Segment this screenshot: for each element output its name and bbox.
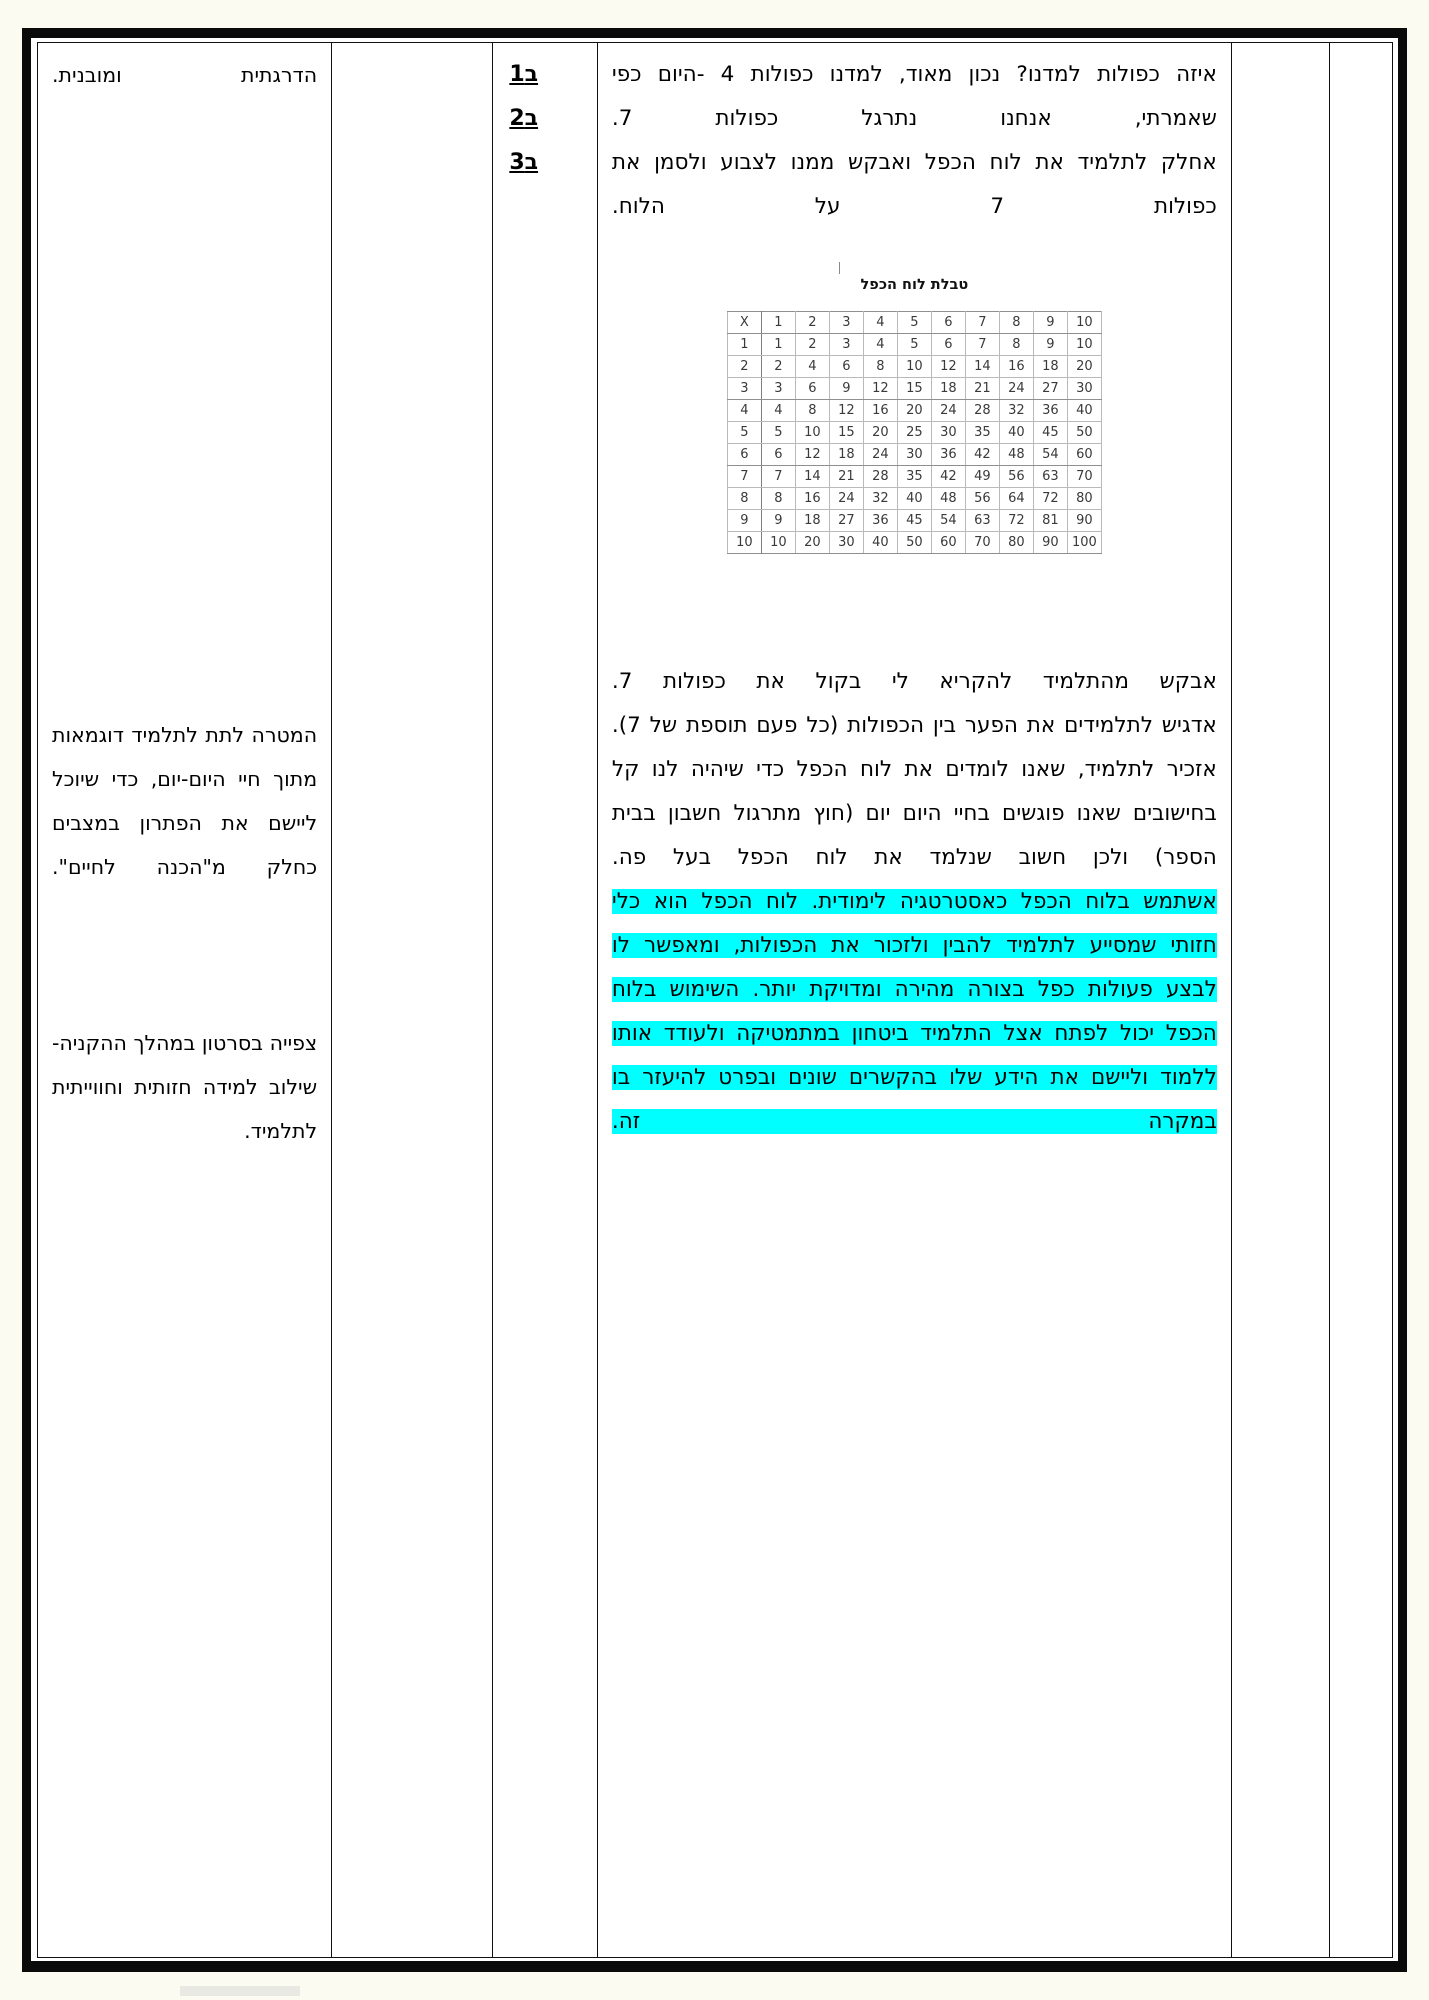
- multiplication-cell: 9: [829, 378, 863, 400]
- figure-title: טבלת לוח הכפל: [860, 277, 969, 293]
- multiplication-cell: 8: [863, 356, 897, 378]
- column-right: [1231, 43, 1329, 1958]
- main-paragraph-4: אדגיש לתלמידים את הפער בין הכפולות (כל פעם תוספת של 7).: [611, 713, 1217, 738]
- multiplication-row-header: 3: [727, 378, 761, 400]
- multiplication-cell: 40: [999, 422, 1033, 444]
- main-paragraph-3: אבקש מהתלמיד להקריא לי בקול את כפולות 7.: [611, 669, 1217, 694]
- multiplication-cell: 20: [897, 400, 931, 422]
- multiplication-cell: 20: [863, 422, 897, 444]
- multiplication-cell: 1: [761, 334, 795, 356]
- multiplication-cell: 18: [795, 510, 829, 532]
- multiplication-cell: 6: [931, 334, 965, 356]
- multiplication-cell: 40: [897, 488, 931, 510]
- lesson-plan-table: [37, 42, 1393, 1958]
- multiplication-row-header: 6: [727, 444, 761, 466]
- multiplication-row-header: X: [727, 312, 761, 334]
- multiplication-row: [727, 400, 1101, 422]
- multiplication-row-header: 2: [727, 356, 761, 378]
- multiplication-cell: 9: [1033, 334, 1067, 356]
- left-spacer-2: [52, 889, 317, 1021]
- multiplication-cell: 21: [829, 466, 863, 488]
- multiplication-cell: 4: [795, 356, 829, 378]
- left-paragraph-2: המטרה לתת לתלמיד דוגמאות מתוך חיי היום-יום, כדי שיוכל ליישם את הפתרון במצבים כחלק מ"הכנה לחיים".: [52, 723, 318, 879]
- multiplication-cell: 80: [1067, 488, 1101, 510]
- multiplication-cell: 50: [1067, 422, 1101, 444]
- column-far-right: [1329, 43, 1392, 1958]
- highlighted-strategy-paragraph: [612, 880, 1217, 1144]
- multiplication-cell: 30: [897, 444, 931, 466]
- multiplication-cell: 10: [1067, 334, 1101, 356]
- multiplication-row-header: 7: [727, 466, 761, 488]
- multiplication-row: [727, 378, 1101, 400]
- multiplication-cell: 42: [965, 444, 999, 466]
- multiplication-cell: 7: [965, 334, 999, 356]
- multiplication-cell: 63: [1033, 466, 1067, 488]
- column-main-content: [597, 43, 1231, 1958]
- multiplication-cell: 64: [999, 488, 1033, 510]
- multiplication-cell: 72: [1033, 488, 1067, 510]
- multiplication-cell: 6: [795, 378, 829, 400]
- multiplication-cell: 16: [863, 400, 897, 422]
- multiplication-cell: 15: [897, 378, 931, 400]
- main-paragraph-1: איזה כפולות למדנו? נכון מאוד, למדנו כפולות 4 -היום כפי שאמרתי, אנחנו נתרגל כפולות 7.: [611, 62, 1217, 131]
- multiplication-cell: 24: [931, 400, 965, 422]
- multiplication-cell: 4: [761, 400, 795, 422]
- multiplication-cell: 40: [1067, 400, 1101, 422]
- multiplication-cell: 2: [795, 312, 829, 334]
- main-intro-block: [612, 53, 1217, 229]
- multiplication-cell: 25: [897, 422, 931, 444]
- multiplication-cell: 8: [999, 312, 1033, 334]
- multiplication-cell: 18: [829, 444, 863, 466]
- multiplication-cell: 80: [999, 532, 1033, 554]
- multiplication-cell: 3: [829, 334, 863, 356]
- multiplication-cell: 28: [965, 400, 999, 422]
- multiplication-cell: 1: [761, 312, 795, 334]
- multiplication-cell: 14: [965, 356, 999, 378]
- document-page: [22, 28, 1407, 1972]
- multiplication-cell: 32: [999, 400, 1033, 422]
- multiplication-row: [727, 356, 1101, 378]
- column-right-content: [1232, 43, 1329, 63]
- multiplication-cell: 8: [795, 400, 829, 422]
- multiplication-cell: 54: [1033, 444, 1067, 466]
- multiplication-row-header: 9: [727, 510, 761, 532]
- multiplication-cell: 18: [931, 378, 965, 400]
- multiplication-table-figure: [612, 259, 1217, 554]
- multiplication-row-header: 1: [727, 334, 761, 356]
- multiplication-cell: 4: [863, 312, 897, 334]
- multiplication-cell: 6: [761, 444, 795, 466]
- multiplication-cell: 27: [1033, 378, 1067, 400]
- multiplication-cell: 48: [999, 444, 1033, 466]
- marker-list: [493, 43, 597, 185]
- multiplication-cell: 12: [863, 378, 897, 400]
- multiplication-cell: 16: [795, 488, 829, 510]
- multiplication-row-header: 8: [727, 488, 761, 510]
- multiplication-cell: 6: [829, 356, 863, 378]
- multiplication-cell: 72: [999, 510, 1033, 532]
- main-content-wrap: [598, 43, 1231, 1154]
- column-middle: [332, 43, 493, 1958]
- marker-b3: ב3: [509, 150, 539, 175]
- multiplication-cell: 27: [829, 510, 863, 532]
- column-middle-content: [332, 43, 492, 63]
- multiplication-cell: 4: [863, 334, 897, 356]
- left-paragraph-1: הדרגתית ומובנית.: [52, 63, 318, 87]
- left-paragraph-3: צפייה בסרטון במהלך ההקניה- שילוב למידה חזותית וחווייתית לתלמיד.: [52, 1031, 318, 1143]
- multiplication-cell: 2: [795, 334, 829, 356]
- multiplication-cell: 54: [931, 510, 965, 532]
- multiplication-cell: 48: [931, 488, 965, 510]
- multiplication-row: [727, 444, 1101, 466]
- multiplication-row-header: 10: [727, 532, 761, 554]
- multiplication-cell: 3: [829, 312, 863, 334]
- multiplication-row: [727, 532, 1101, 554]
- multiplication-cell: 40: [863, 532, 897, 554]
- multiplication-cell: 30: [829, 532, 863, 554]
- multiplication-cell: 10: [795, 422, 829, 444]
- multiplication-cell: 56: [965, 488, 999, 510]
- multiplication-row-header: 5: [727, 422, 761, 444]
- multiplication-cell: 5: [761, 422, 795, 444]
- multiplication-cell: 8: [999, 334, 1033, 356]
- multiplication-row: [727, 510, 1101, 532]
- multiplication-cell: 24: [829, 488, 863, 510]
- multiplication-cell: 12: [931, 356, 965, 378]
- column-markers: [493, 43, 598, 1958]
- table-row: [38, 43, 1393, 1958]
- multiplication-cell: 5: [897, 312, 931, 334]
- multiplication-row: [727, 466, 1101, 488]
- left-goals-wrap: [38, 43, 331, 1163]
- multiplication-cell: 6: [931, 312, 965, 334]
- multiplication-cell: 81: [1033, 510, 1067, 532]
- multiplication-cell: 24: [863, 444, 897, 466]
- multiplication-cell: 24: [999, 378, 1033, 400]
- marker-b2: ב2: [509, 106, 539, 131]
- multiplication-row: [727, 422, 1101, 444]
- main-paragraph-5: אזכיר לתלמיד, שאנו לומדים את לוח הכפל כדי שיהיה לנו קל בחישובים שאנו פוגשים בחיי היום יום (חוץ מתרגול חשבון בבית הספר) ולכן חשוב שנלמד את לוח הכפל בעל פה.: [611, 757, 1217, 870]
- multiplication-row: [727, 488, 1101, 510]
- multiplication-cell: 90: [1067, 510, 1101, 532]
- multiplication-cell: 21: [965, 378, 999, 400]
- multiplication-cell: 35: [897, 466, 931, 488]
- multiplication-cell: 10: [897, 356, 931, 378]
- marker-b1: ב1: [509, 62, 539, 87]
- multiplication-cell: 36: [1033, 400, 1067, 422]
- page-inner-border: [31, 38, 1398, 1961]
- multiplication-header-row: [727, 312, 1101, 334]
- left-spacer-1: [52, 97, 317, 713]
- multiplication-cell: 20: [1067, 356, 1101, 378]
- multiplication-cell: 5: [897, 334, 931, 356]
- multiplication-cell: 20: [795, 532, 829, 554]
- multiplication-cell: 7: [761, 466, 795, 488]
- multiplication-cell: 56: [999, 466, 1033, 488]
- multiplication-cell: 10: [1067, 312, 1101, 334]
- left-paragraph-2-block: [52, 713, 317, 889]
- multiplication-cell: 8: [761, 488, 795, 510]
- multiplication-row-header: 4: [727, 400, 761, 422]
- multiplication-cell: 2: [761, 356, 795, 378]
- multiplication-cell: 35: [965, 422, 999, 444]
- multiplication-cell: 12: [829, 400, 863, 422]
- multiplication-cell: 90: [1033, 532, 1067, 554]
- figure-tick-mark: [612, 259, 1217, 273]
- multiplication-cell: 18: [1033, 356, 1067, 378]
- left-paragraph-3-block: [52, 1021, 317, 1153]
- multiplication-cell: 28: [863, 466, 897, 488]
- multiplication-cell: 30: [1067, 378, 1101, 400]
- multiplication-cell: 100: [1067, 532, 1101, 554]
- column-far-right-content: [1330, 43, 1392, 63]
- multiplication-grid: [727, 311, 1102, 554]
- page-bottom-strip: [180, 1986, 300, 1996]
- multiplication-cell: 30: [931, 422, 965, 444]
- multiplication-cell: 49: [965, 466, 999, 488]
- multiplication-row: [727, 334, 1101, 356]
- multiplication-cell: 60: [1067, 444, 1101, 466]
- multiplication-cell: 3: [761, 378, 795, 400]
- multiplication-cell: 9: [761, 510, 795, 532]
- multiplication-cell: 15: [829, 422, 863, 444]
- multiplication-cell: 70: [965, 532, 999, 554]
- main-followup-block: [612, 660, 1217, 880]
- multiplication-cell: 32: [863, 488, 897, 510]
- multiplication-cell: 70: [1067, 466, 1101, 488]
- multiplication-cell: 9: [1033, 312, 1067, 334]
- multiplication-cell: 14: [795, 466, 829, 488]
- highlighted-text: אשתמש בלוח הכפל כאסטרטגיה לימודית. לוח הכפל הוא כלי חזותי שמסייע לתלמיד להבין ולזכור את הכפולות, ומאפשר לו לבצע פעולות כפל בצורה מהירה ומדויקת יותר. השימוש בלוח הכפל יכול לפתח אצל התלמיד ביטחון במתמטיקה ולעודד אותו ללמוד וליישם את הידע שלו בהקשרים שונים ובפרט להיעזר בו במקרה זה.: [611, 889, 1217, 1134]
- column-left-goals: [38, 43, 332, 1958]
- main-paragraph-2: אחלק לתלמיד את לוח הכפל ואבקש ממנו לצבוע ולסמן את כפולות 7 על הלוח.: [611, 150, 1217, 219]
- left-paragraph-1-block: [52, 53, 317, 97]
- multiplication-cell: 12: [795, 444, 829, 466]
- multiplication-cell: 50: [897, 532, 931, 554]
- multiplication-cell: 7: [965, 312, 999, 334]
- multiplication-cell: 10: [761, 532, 795, 554]
- multiplication-cell: 45: [1033, 422, 1067, 444]
- multiplication-cell: 42: [931, 466, 965, 488]
- multiplication-cell: 36: [931, 444, 965, 466]
- multiplication-cell: 63: [965, 510, 999, 532]
- multiplication-cell: 45: [897, 510, 931, 532]
- multiplication-cell: 16: [999, 356, 1033, 378]
- figure-bottom-spacer: [612, 572, 1217, 660]
- multiplication-cell: 60: [931, 532, 965, 554]
- multiplication-cell: 36: [863, 510, 897, 532]
